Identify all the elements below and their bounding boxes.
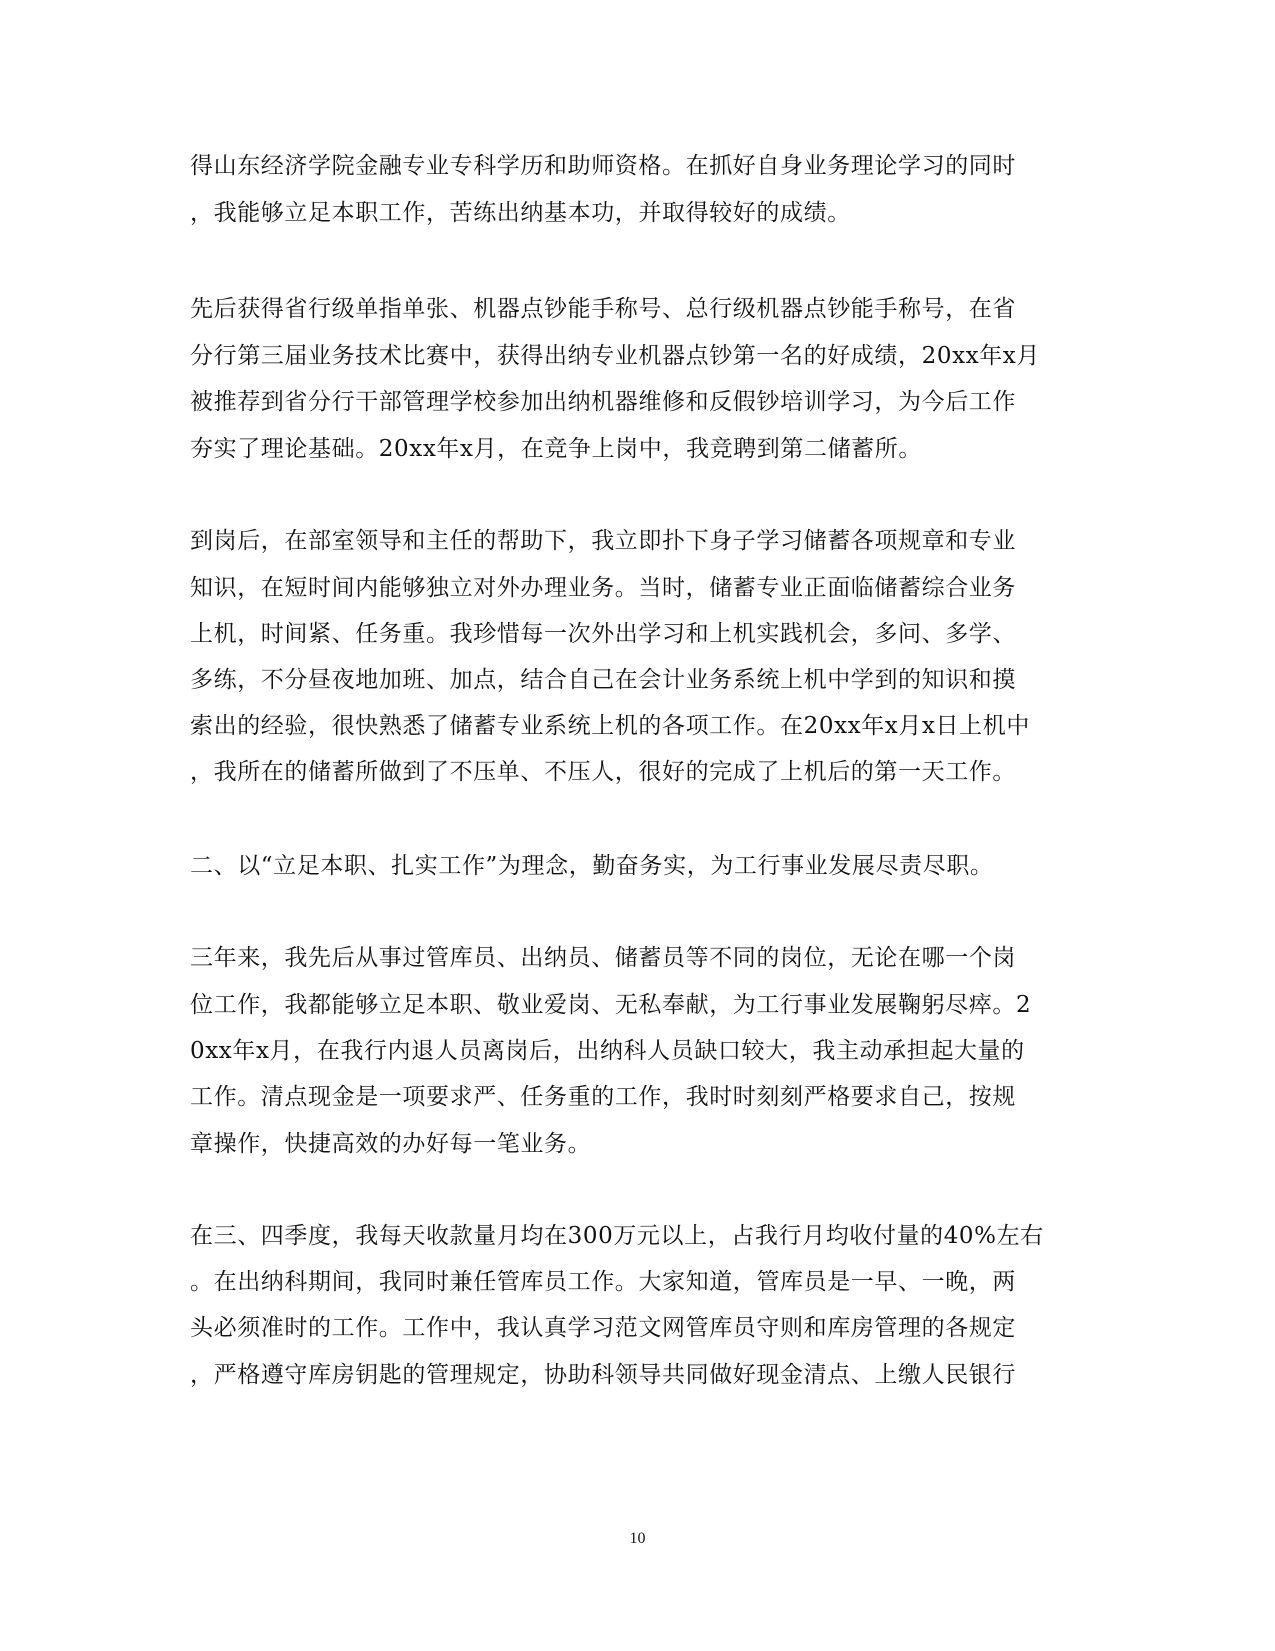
text-line: 知识，在短时间内能够独立对外办理业务。当时，储蓄专业正面临储蓄综合业务 (190, 575, 1016, 601)
text-line: 被推荐到省分行干部管理学校参加出纳机器维修和反假钞培训学习，为今后工作 (190, 389, 1016, 415)
text-line: 到岗后，在部室领导和主任的帮助下，我立即扑下身子学习储蓄各项规章和专业 (190, 528, 1016, 554)
text-line: 位工作，我都能够立足本职、敬业爱岗、无私奉献，为工行事业发展鞠躬尽瘁。2 (190, 992, 1032, 1018)
text-line: 三年来，我先后从事过管库员、出纳员、储蓄员等不同的岗位，无论在哪一个岗 (190, 945, 1016, 971)
text-line: ，我能够立足本职工作，苦练出纳基本功，并取得较好的成绩。 (190, 200, 851, 226)
text-line: 得山东经济学院金融专业专科学历和助师资格。在抓好自身业务理论学习的同时 (190, 153, 1016, 179)
text-line: 分行第三届业务技术比赛中，获得出纳专业机器点钞第一名的好成绩，20xx年x月 (190, 343, 1040, 369)
text-line: 在三、四季度，我每天收款量月均在300万元以上，占我行月均收付量的40%左右 (190, 1223, 1044, 1249)
text-line: 头必须准时的工作。工作中，我认真学习范文网管库员守则和库房管理的各规定 (190, 1315, 1016, 1341)
text-line: 工作。清点现金是一项要求严、任务重的工作，我时时刻刻严格要求自己，按规 (190, 1084, 1016, 1110)
section-heading: 二、以“立足本职、扎实工作”为理念，勤奋务实，为工行事业发展尽责尽职。 (190, 853, 994, 879)
text-line: 先后获得省行级单指单张、机器点钞能手称号、总行级机器点钞能手称号，在省 (190, 296, 1016, 322)
text-line: ，我所在的储蓄所做到了不压单、不压人，很好的完成了上机后的第一天工作。 (190, 759, 1016, 785)
text-line: 0xx年x月，在我行内退人员离岗后，出纳科人员缺口较大，我主动承担起大量的 (190, 1038, 1025, 1064)
text-line: 上机，时间紧、任务重。我珍惜每一次外出学习和上机实践机会，多问、多学、 (190, 621, 1016, 647)
page-number: 10 (629, 1530, 646, 1547)
text-line: 夯实了理论基础。20xx年x月，在竞争上岗中，我竞聘到第二储蓄所。 (190, 436, 922, 462)
text-line: 多练，不分昼夜地加班、加点，结合自己在会计业务系统上机中学到的知识和摸 (190, 667, 1016, 693)
text-line: 。在出纳科期间，我同时兼任管库员工作。大家知道，管库员是一早、一晚，两 (190, 1269, 1016, 1295)
text-line: 索出的经验，很快熟悉了储蓄专业系统上机的各项工作。在20xx年x月x日上机中 (190, 713, 1030, 739)
text-line: ，严格遵守库房钥匙的管理规定，协助科领导共同做好现金清点、上缴人民银行 (190, 1362, 1016, 1388)
text-line: 章操作，快捷高效的办好每一笔业务。 (190, 1131, 592, 1157)
